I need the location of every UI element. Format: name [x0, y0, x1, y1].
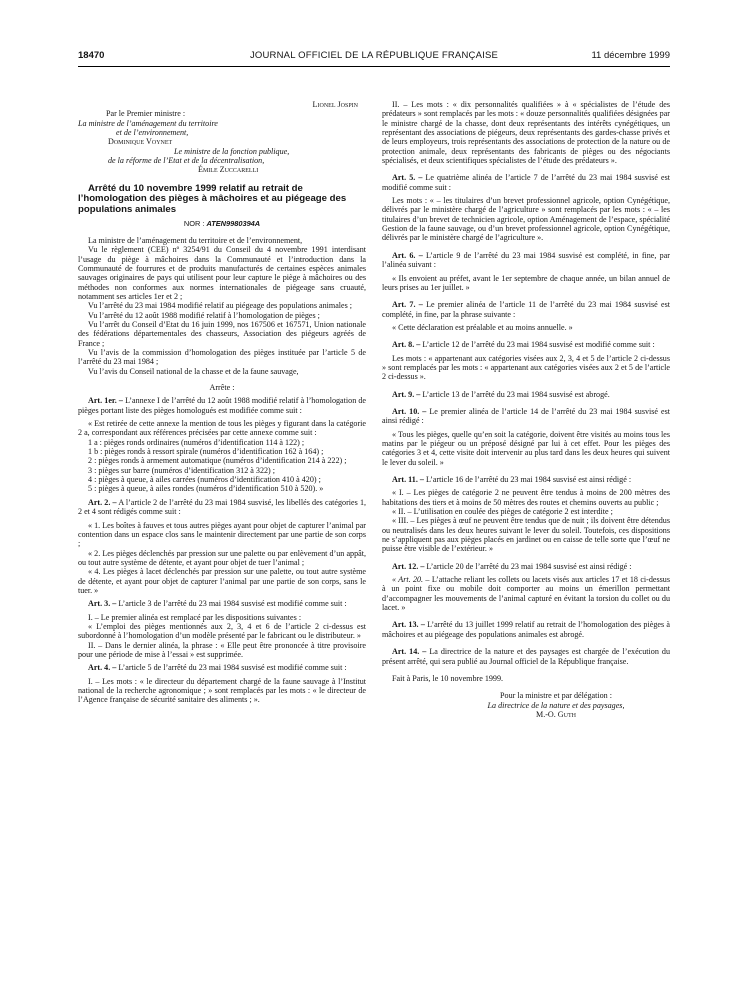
article-label: Art. 9. –: [392, 389, 421, 399]
paragraph: Vu l’arrêté du 12 août 1988 modifié relatif à l’homologation de pièges ;: [88, 310, 320, 320]
article-text: L’annexe I de l’arrêté du 12 août 1988 modifié relatif à l’homologation de pièges portant liste des pièges homologués est modifiée comme suit :: [78, 396, 367, 415]
article-text: L’article 20 de l’arrêté du 23 mai 1984 susvisé est ainsi rédigé :: [426, 561, 632, 571]
journal-title: JOURNAL OFFICIEL DE LA RÉPUBLIQUE FRANÇAISE: [249, 50, 499, 61]
signatory-name: Émile Zuccarelli: [198, 165, 259, 175]
article-label: Art. 4. –: [88, 663, 117, 673]
signature-line: Par le Premier ministre :: [106, 109, 186, 119]
article-label: Art. 6. –: [392, 250, 423, 260]
article-text: L’article 13 de l’arrêté du 23 mai 1984 susvisé est abrogé.: [422, 389, 610, 399]
article-text: L’article 16 de l’arrêté du 23 mai 1984 susvisé est ainsi rédigé :: [425, 475, 632, 484]
article-5: [382, 173, 670, 192]
right-column: [382, 100, 670, 719]
article-1: [78, 396, 366, 415]
article-label: Art. 14. –: [392, 647, 427, 657]
paragraph-text: – L’attache reliant les collets ou lacets visés aux articles 17 et 18 ci-dessus à un point fixe ou mobile doit comporter au moins un émerillon permettant d’accompagner les mouvements de l’animal capturé en évitant la torsion du collet ou du lacet. »: [382, 575, 670, 613]
signatory-role: La directrice de la nature et des paysages,: [487, 700, 625, 710]
paragraph: « I. – Les pièges de catégorie 2 ne peuvent être tendus à moins de 200 mètres des habitations des tiers et à moins de 50 mètres des routes et chemins ouverts au public ;: [382, 488, 670, 507]
paragraph: II. – Dans le dernier alinéa, la phrase : « Elle peut être prononcée à titre provisoire pour une période de mise à l’essai » est supprimée.: [78, 640, 366, 659]
article-label: Art. 7. –: [392, 300, 423, 310]
article-label: Art. 3. –: [88, 599, 117, 609]
article-2: [78, 498, 366, 517]
signatory-name: Lionel Jospin: [312, 100, 358, 109]
article-3: [78, 599, 366, 608]
paragraph: La ministre de l’aménagement du territoire et de l’environnement,: [88, 235, 303, 245]
article-text: L’article 9 de l’arrêté du 23 mai 1984 susvisé est complété, in fine, par l’alinéa suivant :: [382, 250, 670, 270]
article-7: [382, 300, 670, 319]
paragraph: Vu l’arrêté du 23 mai 1984 modifié relatif au piégeage des populations animales ;: [88, 301, 353, 311]
article-label: Art. 12. –: [392, 561, 425, 571]
signatory-role: Le ministre de la fonction publique,: [174, 146, 290, 156]
article-text: Le premier alinéa de l’article 11 de l’arrêté du 23 mai 1984 susvisé est complété, in fine, par la phrase suivante :: [382, 300, 670, 319]
paragraph: Les mots : « – les titulaires d’un brevet professionnel agricole, option Cynégétique, délivrés par le ministère chargé de l’agriculture » sont remplacés par les mots : « – les titulaires d’un brevet de technicien agricole, option Aménagement de l’espace, spécialité Gestion de la faune sauvage, ou d’un brevet professionnel agricole, option Cynégétique, délivrés par le ministère chargé de l’agriculture ».: [382, 196, 670, 243]
paragraph: Vu le règlement (CEE) nº 3254/91 du Conseil du 4 novembre 1991 interdisant l’usage du piège à mâchoires dans la Communauté et l’introduction dans la Communauté de fourrures et de produits manufacturés de certaines espèces animales sauvages originaires de pays qui utilisent pour leur capture le piège à mâchoires ou des méthodes non conformes aux normes internationales de piégeage sans cruauté, notamment ses articles 1er et 2 ;: [78, 245, 366, 301]
list-item: 4 : pièges à queue, à ailes carrées (numéros d’identification 410 à 420) ;: [88, 475, 321, 485]
article-text: L’article 12 de l’arrêté du 23 mai 1984 susvisé est modifié comme suit :: [422, 340, 655, 350]
paragraph: I. – Les mots : « le directeur du département chargé de la faune sauvage à l’Institut national de la recherche agronomique ; » sont remplacés par les mots : « le directeur de l’Agence française de sécurité sanitaire des aliments ; ».: [78, 676, 366, 705]
signatory-name: M.-O. Guth: [536, 709, 576, 719]
nor-reference: [78, 219, 366, 228]
article-text: Le quatrième alinéa de l’article 7 de l’arrêté du 23 mai 1984 susvisé est modifié comme suit :: [382, 173, 670, 192]
paragraph: « II. – L’utilisation en coulée des pièges de catégorie 2 est interdite ;: [392, 507, 613, 517]
paragraph: « Ils envoient au préfet, avant le 1er septembre de chaque année, un bilan annuel de leurs prises au 1er juillet. »: [382, 273, 670, 292]
signatory-role: La ministre de l’aménagement du territoire: [78, 118, 218, 128]
list-item: 1 a : pièges ronds ordinaires (numéros d’identification 114 à 122) ;: [88, 437, 305, 447]
list-item: 3 : pièges sur barre (numéros d’identification 312 à 322) ;: [88, 465, 276, 475]
article-text: L’article 5 de l’arrêté du 23 mai 1984 susvisé est modifié comme suit :: [118, 663, 347, 673]
page-number: 18470: [78, 50, 105, 61]
left-column: [78, 100, 366, 705]
paragraph: « Est retirée de cette annexe la mention de tous les pièges y figurant dans la catégorie 2 a, correspondant aux références précisées par cette annexe comme suit :: [78, 419, 366, 438]
article-12: [382, 562, 670, 571]
list-item: 1 b : pièges ronds à ressort spirale (numéros d’identification 162 à 164) ;: [88, 447, 324, 457]
nor-code: ATEN9980394A: [206, 218, 261, 228]
article-label: Art. 2. –: [88, 497, 117, 507]
article-13: [382, 620, 670, 639]
paragraph: « 4. Les pièges à lacet déclenchés par pression sur une palette, ou tout autre système de détente, et ayant pour objet de capturer l’animal par une partie de son corps, sans le tuer. »: [78, 567, 366, 595]
article-text: L’article 3 de l’arrêté du 23 mai 1984 susvisé est modifié comme suit :: [118, 599, 347, 609]
paragraph: II. – Les mots : « dix personnalités qualifiées » à « spécialistes de l’étude des prédateurs » sont remplacés par les mots : « douze personnalités qualifiées désignées par le ministre chargé de la chasse, dont deux représentants des intérêts cynégétiques, un représentant des associations de piégeurs, deux représentants des gardes-chasse privés et de leurs employeurs, trois représentants des associations de protection de la nature ou de protection animale, deux représentants des fabricants de pièges ou des négociants spécialisés, et deux scientifiques spécialistes de l’étude des prédateurs ».: [382, 100, 670, 166]
list-item: 5 : pièges à queue, à ailes rondes (numéros d’identification 510 à 520). »: [88, 484, 324, 494]
paragraph: Les mots : « appartenant aux catégories visées aux 2, 3, 4 et 5 de l’article 2 ci-dessus » sont remplacés par les mots : « appartenant aux catégories visées aux 2 et 5 de l’article 2 ci-dessus ».: [382, 353, 670, 382]
issue-date: 11 décembre 1999: [591, 50, 670, 61]
done-at: Fait à Paris, le 10 novembre 1999.: [392, 673, 504, 683]
paragraph: « 1. Les boîtes à fauves et tous autres pièges ayant pour objet de capturer l’animal par contention dans un espace clos sans le maintenir directement par une partie de son corps ;: [78, 520, 366, 549]
decree-title: Arrêté du 10 novembre 1999 relatif au retrait de l’homologation des pièges à mâchoires et au piégeage des populations animales: [78, 182, 347, 215]
article-6: [382, 251, 670, 270]
paragraph: « Tous les pièges, quelle qu’en soit la catégorie, doivent être visités au moins tous les matins par le piégeur ou un préposé désigné par lui à cet effet. Pour les pièges des catégories 3 et 4, cette visite doit intervenir au plus tard dans les deux heures qui suivent le lever du soleil. »: [382, 429, 670, 467]
arrete-heading: Arrête :: [209, 383, 235, 393]
list-item: 2 : pièges ronds à armement automatique (numéros d’identification 214 à 222) ;: [88, 456, 347, 466]
signatory-role: et de l’environnement,: [116, 128, 189, 138]
signatory-name: Dominique Voynet: [108, 137, 173, 147]
paragraph: « 2. Les pièges déclenchés par pression sur une palette ou par enlèvement d’un appât, ou tout autre système de détente, et ayant pour objet de tuer l’animal ;: [78, 548, 366, 567]
article-4: [78, 663, 366, 672]
article-label: Art. 13. –: [392, 620, 425, 630]
article-14: [382, 647, 670, 666]
paragraph: [382, 575, 670, 612]
paragraph: Vu l’arrêt du Conseil d’Etat du 16 juin 1999, nos 167506 et 167571, Union nationale des fédérations départementales des chasseurs, Association des piégeurs agréés de France ;: [78, 319, 366, 348]
article-label: Art. 11. –: [392, 475, 424, 484]
article-text: Le premier alinéa de l’article 14 de l’arrêté du 23 mai 1984 susvisé est ainsi rédigé :: [382, 406, 670, 426]
article-label: Art. 8. –: [392, 340, 421, 350]
article-label: Art. 5. –: [392, 173, 423, 183]
paragraph: « Cette déclaration est préalable et au moins annuelle. »: [392, 322, 573, 332]
signatory-role: de la réforme de l’Etat et de la décentralisation,: [108, 156, 265, 166]
article-8: [382, 340, 670, 349]
article-9: [382, 390, 670, 399]
article-ref: « Art. 20.: [392, 575, 424, 585]
article-10: [382, 407, 670, 426]
article-11: [382, 475, 670, 484]
header-rule: [78, 66, 670, 67]
nor-label: NOR :: [183, 218, 205, 228]
article-label: Art. 1er. –: [88, 396, 123, 406]
paragraph: I. – Le premier alinéa est remplacé par les dispositions suivantes :: [88, 612, 302, 622]
paragraph: « III. – Les pièges à œuf ne peuvent être tendus que de nuit ; ils doivent être détendus ou neutralisés dans les deux heures suivant le lever du soleil. Toutefois, ces dispositions ne s’appliquent pas aux pièges placés en jardinet ou en caisse de telle sorte que l’œuf ne puisse être visible de l’extérieur. »: [382, 516, 670, 554]
paragraph: Vu l’avis de la commission d’homologation des pièges instituée par l’article 5 de l’arrêté du 23 mai 1984 ;: [78, 348, 366, 367]
article-text: L’arrêté du 13 juillet 1999 relatif au retrait de l’homologation des pièges à mâchoires et au piégeage des populations animales est abrogé.: [382, 620, 670, 639]
article-text: A l’article 2 de l’arrêté du 23 mai 1984 susvisé, les libellés des catégories 1, 2 et 4 sont rédigés comme suit :: [78, 497, 367, 517]
running-header: [78, 50, 670, 64]
article-label: Art. 10. –: [392, 406, 427, 416]
signature-line: Pour la ministre et par délégation :: [500, 691, 612, 701]
paragraph: Vu l’avis du Conseil national de la chasse et de la faune sauvage,: [88, 366, 299, 376]
paragraph: « L’emploi des pièges mentionnés aux 2, 3, 4 et 6 de l’article 2 ci-dessus est subordonné à l’homologation d’un modèle présenté par le fabricant ou le distributeur. »: [78, 621, 366, 641]
article-text: La directrice de la nature et des paysages est chargée de l’exécution du présent arrêté, qui sera publié au Journal officiel de la République française.: [382, 647, 670, 666]
